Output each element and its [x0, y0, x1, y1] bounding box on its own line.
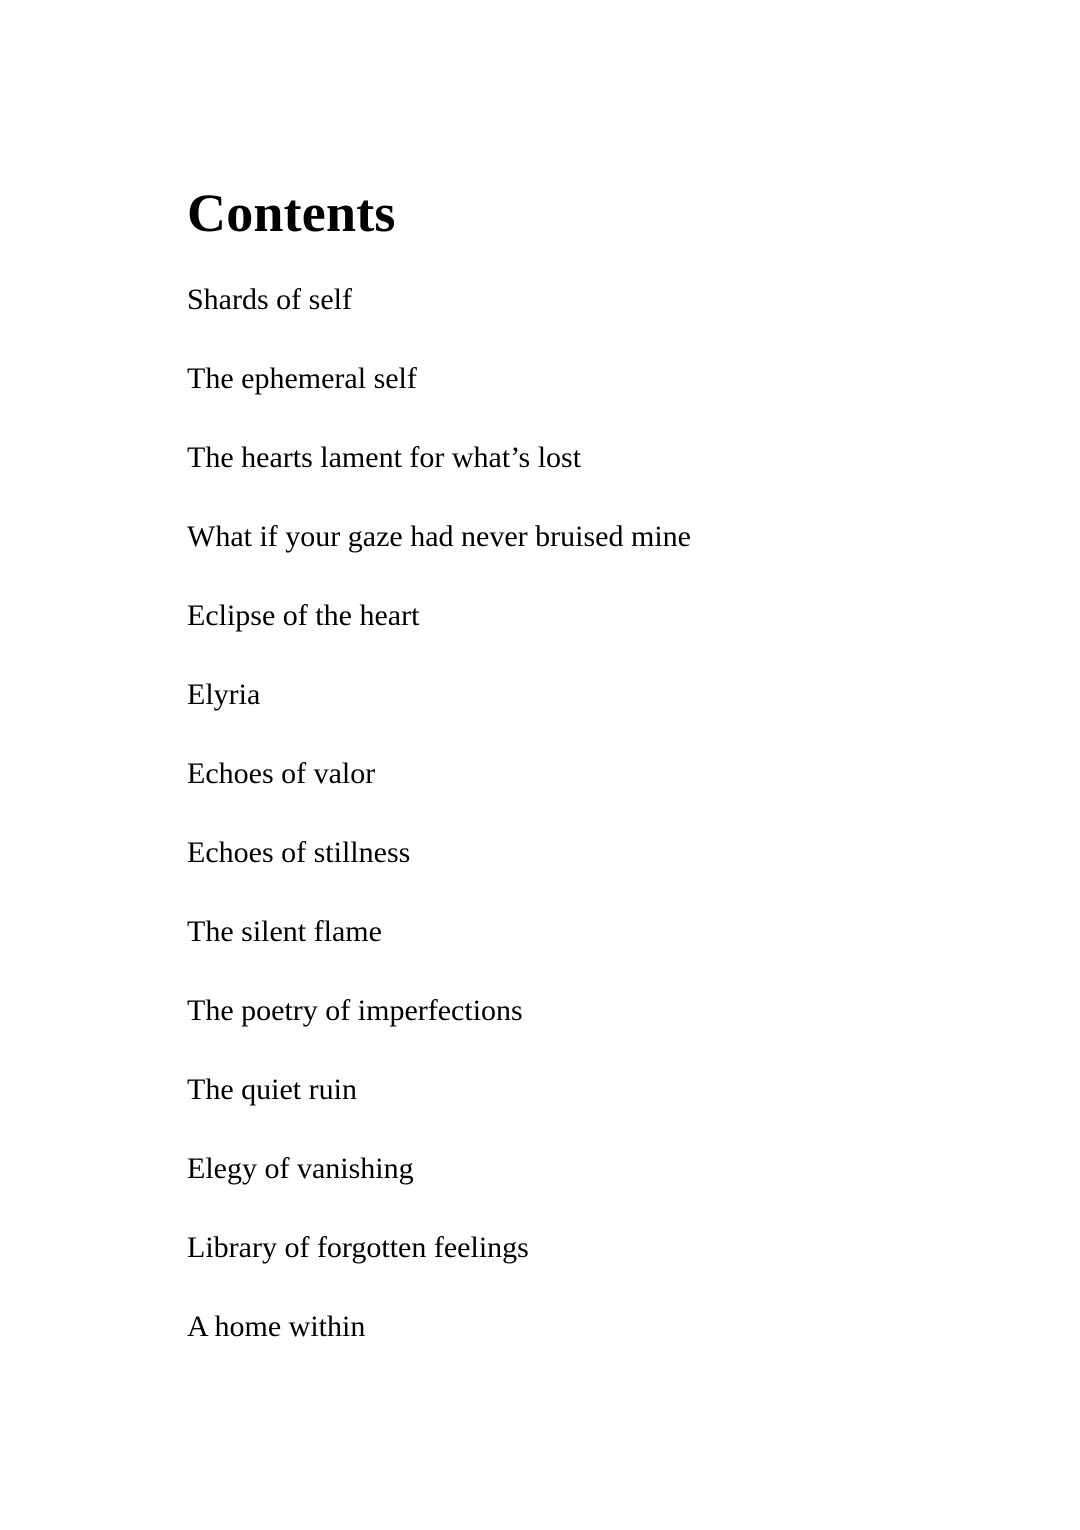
toc-item-label: Elegy of vanishing [187, 1152, 414, 1185]
page-title: Contents [187, 183, 396, 243]
toc-item-5 [187, 597, 691, 676]
toc-item-7 [187, 755, 691, 834]
toc-item-label: Echoes of stillness [187, 836, 411, 869]
toc-item-label: A home within [187, 1310, 366, 1343]
toc-item-label: Echoes of valor [187, 757, 376, 790]
toc-item-11 [187, 1071, 691, 1150]
toc-item-9 [187, 913, 691, 992]
toc-item-label: What if your gaze had never bruised mine [187, 520, 691, 553]
toc-item-label: Library of forgotten feelings [187, 1231, 529, 1264]
toc-item-8 [187, 834, 691, 913]
toc-item-4 [187, 518, 691, 597]
toc-item-label: Shards of self [187, 283, 352, 316]
toc-item-label: The ephemeral self [187, 362, 417, 395]
toc-item-label: The silent flame [187, 915, 382, 948]
toc-item-14 [187, 1308, 691, 1387]
toc-item-1 [187, 281, 691, 360]
toc-item-label: The quiet ruin [187, 1073, 357, 1106]
table-of-contents [187, 281, 691, 1387]
toc-item-3 [187, 439, 691, 518]
toc-item-10 [187, 992, 691, 1071]
toc-item-13 [187, 1229, 691, 1308]
toc-item-label: Elyria [187, 678, 261, 711]
toc-item-label: The poetry of imperfections [187, 994, 523, 1027]
toc-item-2 [187, 360, 691, 439]
toc-item-label: The hearts lament for what’s lost [187, 441, 582, 474]
toc-item-label: Eclipse of the heart [187, 599, 420, 632]
toc-item-12 [187, 1150, 691, 1229]
toc-item-6 [187, 676, 691, 755]
